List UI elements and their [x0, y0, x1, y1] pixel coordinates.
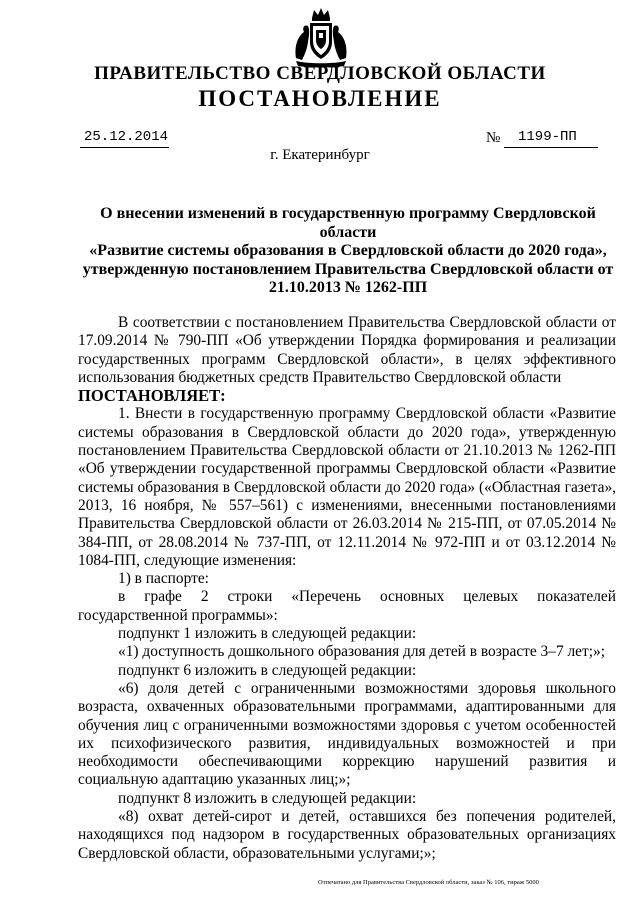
subpoint-1-intro: подпункт 1 изложить в следующей редакции:: [118, 625, 417, 643]
subpoint-6-text: «6) доля детей с ограниченными возможностями здоровья школьного возраста, охваченных образовательными программами, адаптированными для обучения лиц с ограниченными возможностями здоровья с учетом особенностей их психофизического развития, индивидуальных возможностей и при необходимости обеспечивающими коррекцию нарушений развития и социальную адаптацию указанных лиц;»;: [78, 679, 616, 789]
government-title: ПРАВИТЕЛЬСТВО СВЕРДЛОВСКОЙ ОБЛАСТИ: [94, 63, 546, 84]
heading-line: утвержденную постановлением Правительства Свердловской области от: [82, 260, 614, 278]
heading-line: О внесении изменений в государственную программу Свердловской области: [100, 205, 596, 241]
document-date: 25.12.2014: [80, 129, 169, 148]
preamble-paragraph: В соответствии с постановлением Правительства Свердловской области от 17.09.2014 № 790-ПП «Об утверждении Порядка формирования и реализации государственных программ Свердловской области», в целях эффективного использования бюджетных средств Правительство Свердловской области: [78, 314, 616, 386]
heading-line: «Развитие системы образования в Свердловской области до 2020 года»,: [89, 242, 607, 259]
resolves-heading: ПОСТАНОВЛЯЕТ:: [78, 386, 226, 406]
document-number: 1199-ПП: [504, 129, 598, 148]
document-body: [78, 314, 616, 863]
subpoint-6-intro: подпункт 6 изложить в следующей редакции:: [118, 661, 417, 679]
document-type: ПОСТАНОВЛЕНИЕ: [198, 86, 442, 111]
subpoint-8-text: «8) охват детей-сирот и детей, оставшихся без попечения родителей, находящихся под надзором в государственных образовательных организациях Свердловской области, образовательными услугами;»;: [78, 808, 616, 862]
subpoint-1-text: «1) доступность дошкольного образования для детей в возрасте 3–7 лет;»;: [118, 643, 605, 661]
print-note: Отпечатано для Правительства Свердловской области, заказ № 106, тираж 5000: [318, 879, 539, 886]
item-1-paragraph: 1. Внести в государственную программу Свердловской области «Развитие системы образования в Свердловской области до 2020 года», утвержденную постановлением Правительства Свердловской области от 21.10.2013 № 1262-ПП «Об утверждении государственной программы Свердловской области «Развитие системы образования в Свердловской области до 2020 года» («Областная газета», 2013, 16 ноября, № 557–561) с изменениями, внесенными постановлениями Правительства Свердловской области от 26.03.2014 № 215-ПП, от 07.05.2014 № 384-ПП, от 28.08.2014 № 737-ПП, от 12.11.2014 № 972-ПП и от 03.12.2014 № 1084-ПП, следующие изменения:: [78, 405, 616, 569]
subpoint-8-intro: подпункт 8 изложить в следующей редакции:: [118, 789, 417, 807]
document-heading: [78, 205, 618, 298]
number-sign: №: [486, 130, 501, 146]
coat-of-arms-emblem: [290, 6, 352, 68]
document-city: г. Екатеринбург: [270, 147, 370, 163]
graph-2-paragraph: в графе 2 строки «Перечень основных целевых показателей государственной программы»:: [78, 588, 616, 624]
heading-line: 21.10.2013 № 1262-ПП: [268, 279, 428, 296]
subitem-1-paragraph: 1) в паспорте:: [118, 570, 209, 588]
